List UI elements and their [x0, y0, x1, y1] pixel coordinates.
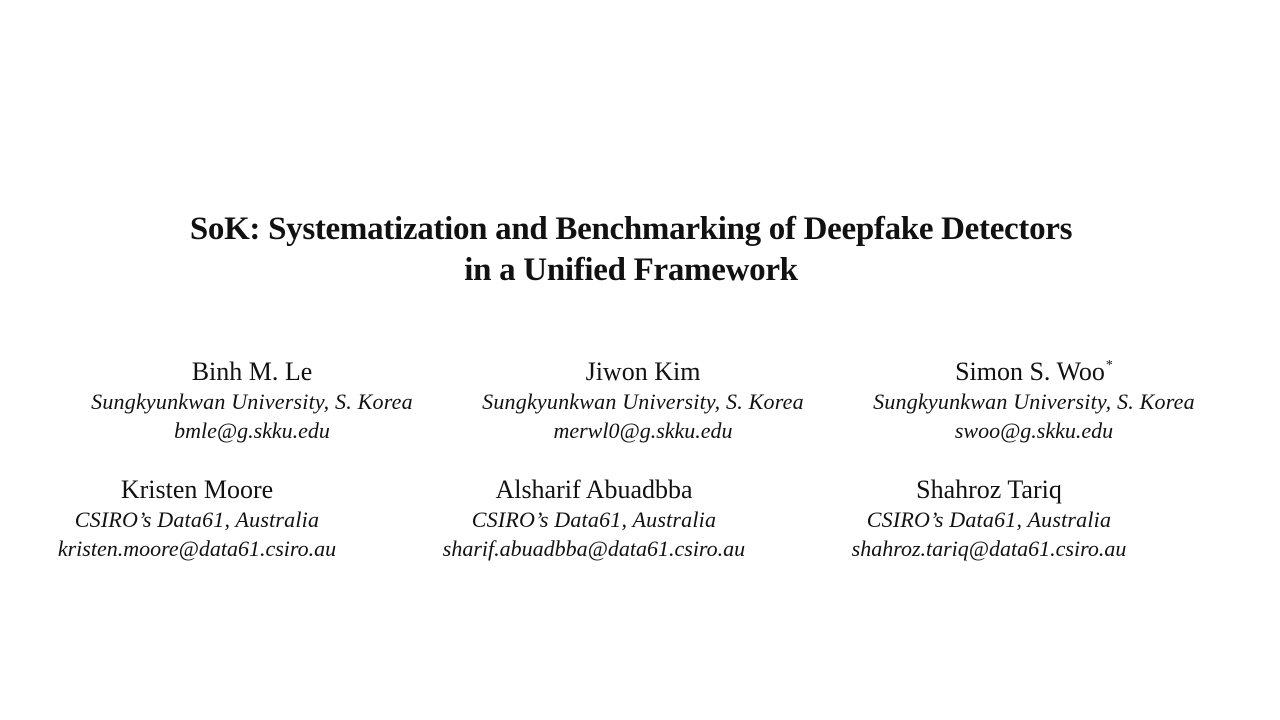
- author-block-1: [42, 357, 462, 445]
- author-name-text: Kristen Moore: [120, 475, 274, 504]
- author-block-5: [384, 475, 804, 563]
- title-line-2: in a Unified Framework: [464, 252, 798, 288]
- author-email: kristen.moore@data61.csiro.au: [57, 536, 337, 561]
- title-line-1: SoK: Systematization and Benchmarking of Deepfake Detectors: [189, 211, 1073, 247]
- author-affiliation: CSIRO’s Data61, Australia: [74, 507, 320, 532]
- author-affiliation: CSIRO’s Data61, Australia: [866, 507, 1112, 532]
- author-name-text: Binh M. Le: [191, 357, 313, 386]
- author-block-2: [433, 357, 853, 445]
- author-affiliation: Sungkyunkwan University, S. Korea: [873, 389, 1195, 414]
- author-affiliation: CSIRO’s Data61, Australia: [471, 507, 717, 532]
- author-block-6: [779, 475, 1199, 563]
- author-block-3: [824, 357, 1244, 445]
- paper-title: [0, 209, 1262, 291]
- author-name: [384, 475, 804, 505]
- author-name: [824, 357, 1244, 387]
- author-affiliation: Sungkyunkwan University, S. Korea: [482, 389, 804, 414]
- author-email: swoo@g.skku.edu: [954, 418, 1114, 443]
- author-name: [0, 475, 407, 505]
- author-email: merwl0@g.skku.edu: [553, 418, 733, 443]
- author-email: shahroz.tariq@data61.csiro.au: [851, 536, 1127, 561]
- author-name: [433, 357, 853, 387]
- author-name: [42, 357, 462, 387]
- corresponding-author-mark: *: [1105, 358, 1113, 373]
- author-name-text: Shahroz Tariq: [916, 475, 1062, 504]
- author-block-4: [0, 475, 407, 563]
- author-name-text: Jiwon Kim: [585, 357, 701, 386]
- author-name-text: Simon S. Woo: [955, 357, 1105, 386]
- author-email: bmle@g.skku.edu: [174, 418, 330, 443]
- author-affiliation: Sungkyunkwan University, S. Korea: [91, 389, 413, 414]
- author-name: [779, 475, 1199, 505]
- author-name-text: Alsharif Abuadbba: [495, 475, 693, 504]
- author-email: sharif.abuadbba@data61.csiro.au: [442, 536, 746, 561]
